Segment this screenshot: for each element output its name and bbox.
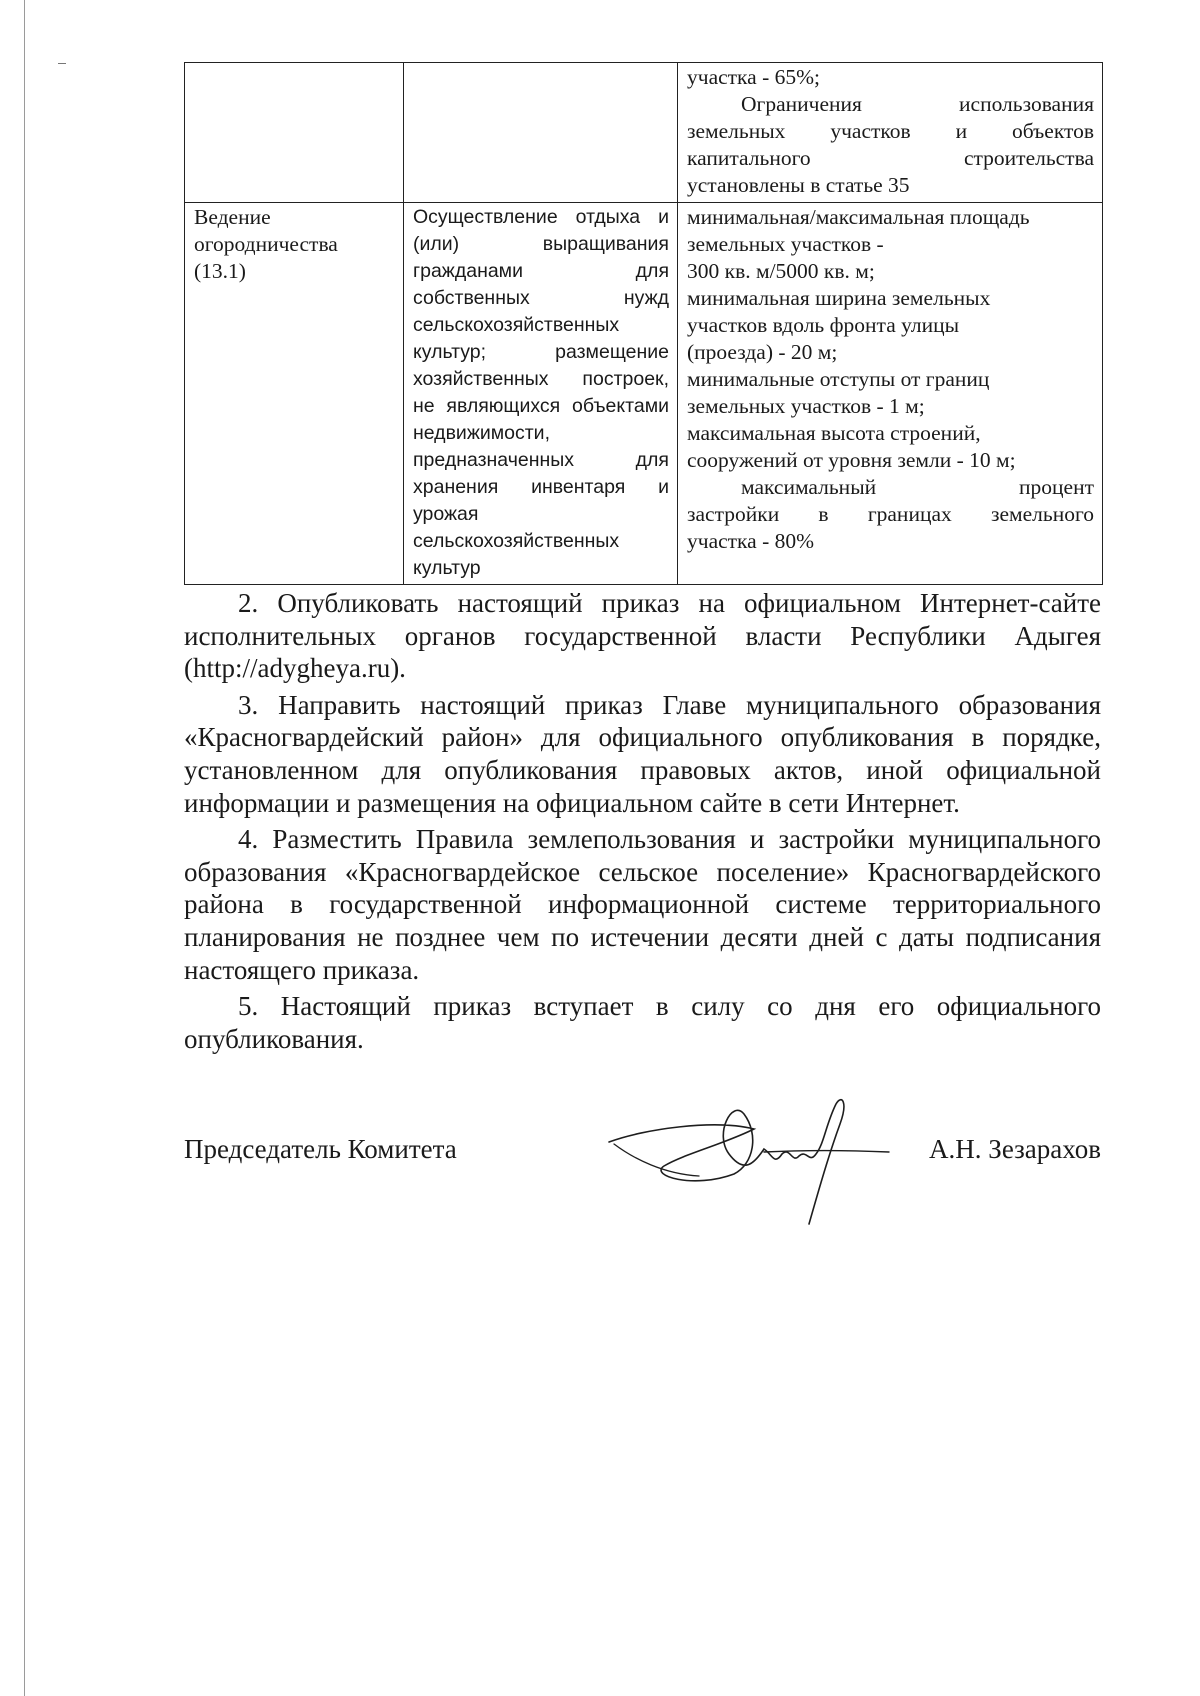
cell-line: установлены в статье 35 <box>687 173 910 197</box>
table-row-gardening <box>185 203 1103 585</box>
cell-line: культур; размещение <box>413 341 669 363</box>
cell-line: недвижимости, <box>413 422 550 444</box>
cell-line: сельскохозяйственных <box>413 530 620 552</box>
cell-line: участка - 80% <box>687 529 815 553</box>
cell-line: (13.1) <box>194 259 246 283</box>
cell-description <box>404 203 678 585</box>
cell-line: хранения инвентаря и <box>413 476 669 498</box>
cell-line: (или) выращивания <box>413 233 669 255</box>
cell-line: капитального строительства <box>687 146 1094 170</box>
cell-line: земельных участков и объектов <box>687 119 1094 143</box>
paragraph-4: 4. Разместить Правила землепользования и застройки муниципального образования «Красногвардейское сельское поселение» Красногвардейского района в государственной информационной системе территориального планирования не позднее чем по истечении десяти дней с даты подписания настоящего приказа. <box>184 824 1101 985</box>
cell-line: урожая <box>413 503 479 525</box>
cell-line: сооружений от уровня земли - 10 м; <box>687 448 1016 472</box>
cell-line: культур <box>413 557 481 579</box>
table-row-previous <box>185 63 1103 203</box>
paragraph-3: 3. Направить настоящий приказ Главе муниципального образования «Красногвардейский район» для официального опубликования в порядке, установленном для опубликования правовых актов, иной официальной информации и размещения на официальном сайте в сети Интернет. <box>184 689 1101 818</box>
cell-line: предназначенных для <box>413 449 669 471</box>
cell-line: Ведение <box>194 205 271 229</box>
cell-line: застройки в границах земельного <box>687 502 1094 526</box>
handwritten-signature <box>604 1094 894 1234</box>
zoning-table <box>184 62 1103 585</box>
signer-name: А.Н. Зезарахов <box>929 1134 1101 1164</box>
scan-mark <box>58 63 66 64</box>
cell-empty-2 <box>404 63 678 203</box>
paragraph-2: 2. Опубликовать настоящий приказ на официальном Интернет-сайте исполнительных органов государственной власти Республики Адыгея (http://adygheya.ru). <box>184 588 1101 684</box>
cell-line: 300 кв. м/5000 кв. м; <box>687 259 875 283</box>
cell-line: минимальные отступы от границ <box>687 367 990 391</box>
cell-line: участков вдоль фронта улицы <box>687 313 960 337</box>
order-paragraphs <box>184 587 1101 1059</box>
cell-line: максимальная высота строений, <box>687 421 981 445</box>
cell-line: Осуществление отдыха и <box>413 206 669 228</box>
paragraph-5: 5. Настоящий приказ вступает в силу со дня его официального опубликования. <box>184 991 1101 1054</box>
cell-parameters <box>678 203 1103 585</box>
signer-title: Председатель Комитета <box>184 1134 457 1164</box>
cell-empty-1 <box>185 63 404 203</box>
cell-line: (проезда) - 20 м; <box>687 340 838 364</box>
cell-line: участка - 65%; <box>687 65 820 89</box>
signature-block <box>184 1134 1101 1194</box>
cell-line: минимальная ширина земельных <box>687 286 991 310</box>
cell-line: хозяйственных построек, <box>413 368 669 390</box>
cell-line: Ограничения использования <box>741 92 1094 116</box>
cell-line: земельных участков - 1 м; <box>687 394 925 418</box>
scan-edge-line <box>24 0 25 1696</box>
cell-line: сельскохозяйственных <box>413 314 620 336</box>
cell-line: земельных участков - <box>687 232 884 256</box>
cell-use-type <box>185 203 404 585</box>
cell-line: не являющихся объектами <box>413 395 669 417</box>
cell-line: собственных нужд <box>413 287 669 309</box>
cell-restrictions <box>678 63 1103 203</box>
cell-line: максимальный процент <box>741 475 1094 499</box>
cell-line: минимальная/максимальная площадь <box>687 205 1030 229</box>
cell-line: огородничества <box>194 232 338 256</box>
cell-line: гражданами для <box>413 260 669 282</box>
